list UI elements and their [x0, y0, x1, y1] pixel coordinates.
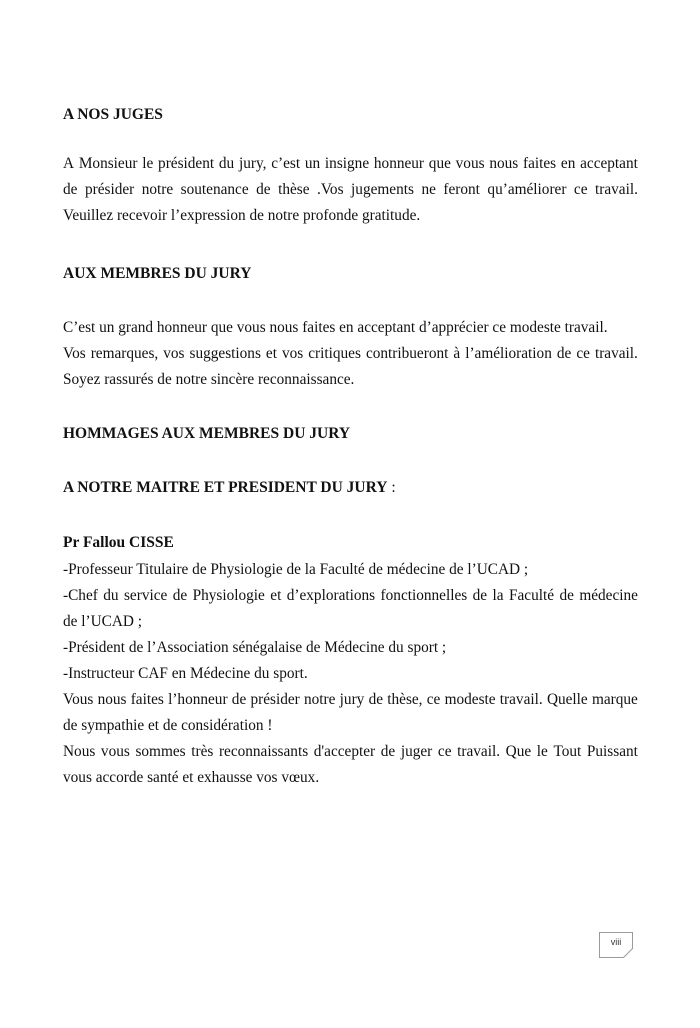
paragraph-line: -Président de l’Association sénégalaise de Médecine du sport ;	[63, 639, 447, 656]
paragraph-president	[63, 557, 638, 791]
heading-hommages: HOMMAGES AUX MEMBRES DU JURY	[63, 425, 351, 442]
paragraph-membres	[63, 315, 638, 393]
heading-notre-maitre	[63, 479, 396, 497]
paragraph-line: de sympathie et de considération !	[63, 717, 273, 734]
paragraph-line: A Monsieur le président du jury, c’est un insigne honneur que vous nous faites en acceptant	[63, 155, 638, 172]
paragraph-line: C’est un grand honneur que vous nous faites en acceptant d’apprécier ce modeste travail.	[63, 319, 608, 336]
page-number-box	[599, 932, 633, 958]
paragraph-line: Veuillez recevoir l’expression de notre profonde gratitude.	[63, 207, 421, 224]
paragraph-line: Vos remarques, vos suggestions et vos critiques contribueront à l’amélioration de ce travail.	[63, 345, 638, 362]
paragraph-line: de présider notre soutenance de thèse .Vos jugements ne feront qu’améliorer ce travail.	[63, 181, 638, 198]
heading-notre-maitre-label: A NOTRE MAITRE ET PRESIDENT DU JURY	[63, 479, 388, 496]
heading-notre-maitre-colon: :	[387, 479, 396, 496]
paragraph-line: -Chef du service de Physiologie et d’explorations fonctionnelles de la Faculté de médecine	[63, 587, 638, 604]
paragraph-line: Soyez rassurés de notre sincère reconnaissance.	[63, 371, 355, 388]
page-number: viii	[610, 937, 622, 947]
heading-a-nos-juges: A NOS JUGES	[63, 106, 163, 123]
president-name: Pr Fallou CISSE	[63, 534, 174, 551]
page-fold-icon	[623, 948, 633, 958]
heading-aux-membres-du-jury: AUX MEMBRES DU JURY	[63, 265, 252, 282]
paragraph-line: Nous vous sommes très reconnaissants d'accepter de juger ce travail. Que le Tout Puissant	[63, 743, 638, 760]
paragraph-line: vous accorde santé et exhausse vos vœux.	[63, 769, 320, 786]
paragraph-line: de l’UCAD ;	[63, 613, 143, 630]
paragraph-juges	[63, 151, 638, 229]
paragraph-line: -Professeur Titulaire de Physiologie de la Faculté de médecine de l’UCAD ;	[63, 561, 529, 578]
paragraph-line: Vous nous faites l’honneur de présider notre jury de thèse, ce modeste travail. Quelle marque	[63, 691, 638, 708]
paragraph-line: -Instructeur CAF en Médecine du sport.	[63, 665, 308, 682]
